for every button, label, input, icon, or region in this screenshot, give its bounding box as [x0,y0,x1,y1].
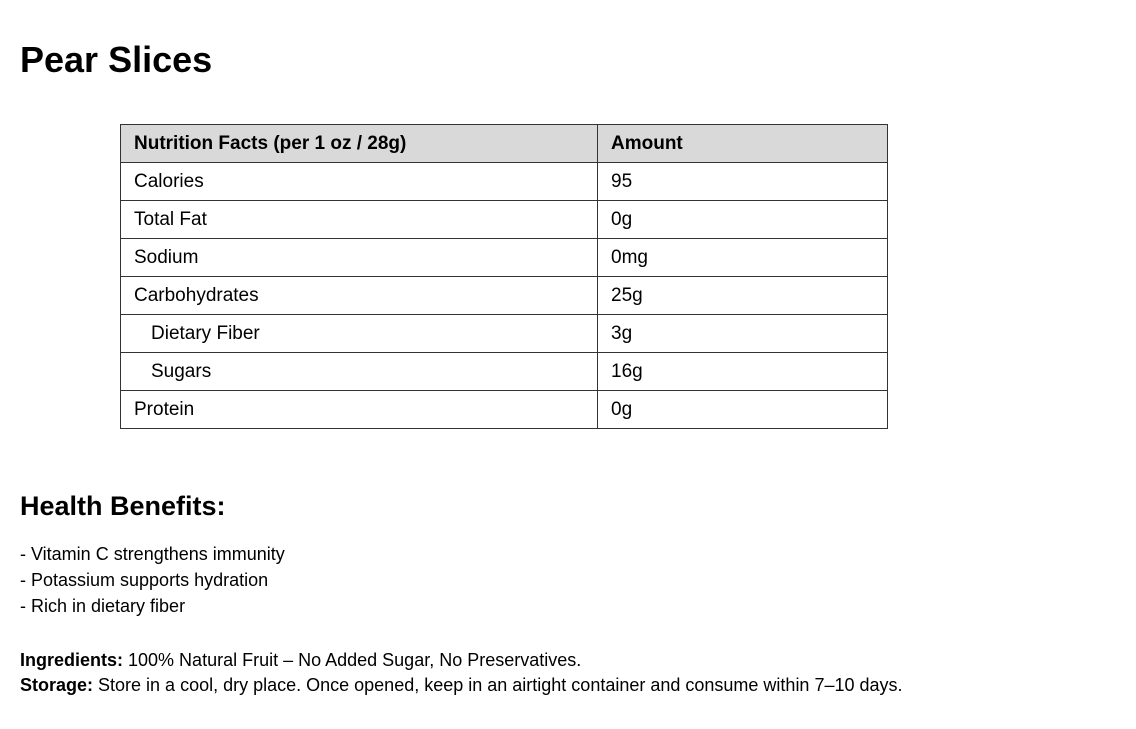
nutrient-amount: 0g [598,201,888,239]
nutrient-amount: 95 [598,163,888,201]
nutrient-name: Calories [121,163,598,201]
page-title: Pear Slices [20,39,213,80]
nutrient-name: Dietary Fiber [121,315,598,353]
nutrient-name: Sugars [121,353,598,391]
nutrient-amount: 25g [598,277,888,315]
list-item: - Potassium supports hydration [20,570,269,590]
nutrient-amount: 3g [598,315,888,353]
health-benefits-heading: Health Benefits: [20,491,226,521]
table-row [121,239,888,277]
storage-line [20,673,980,698]
table-row [121,315,888,353]
amount-column-header: Amount [598,125,888,163]
health-benefits-list [20,541,285,619]
table-row [121,201,888,239]
nutrient-amount: 0g [598,391,888,429]
nutrient-name: Protein [121,391,598,429]
ingredients-line [20,648,980,673]
list-item: - Vitamin C strengthens immunity [20,544,285,564]
nutrient-amount: 16g [598,353,888,391]
product-info [20,648,980,698]
storage-label: Storage: [20,675,94,695]
nutrient-name: Sodium [121,239,598,277]
nutrient-column-header: Nutrition Facts (per 1 oz / 28g) [121,125,598,163]
storage-text: Store in a cool, dry place. Once opened, keep in an airtight container and consume within 7–10 days. [93,675,903,695]
nutrient-name: Carbohydrates [121,277,598,315]
nutrient-name: Total Fat [121,201,598,239]
table-row [121,353,888,391]
table-header-row [121,125,888,163]
ingredients-label: Ingredients: [20,650,124,670]
nutrient-amount: 0mg [598,239,888,277]
table-row [121,391,888,429]
table-row [121,277,888,315]
list-item: - Rich in dietary fiber [20,596,186,616]
table-row [121,163,888,201]
nutrition-table [120,124,888,429]
ingredients-text: 100% Natural Fruit – No Added Sugar, No Preservatives. [123,650,582,670]
